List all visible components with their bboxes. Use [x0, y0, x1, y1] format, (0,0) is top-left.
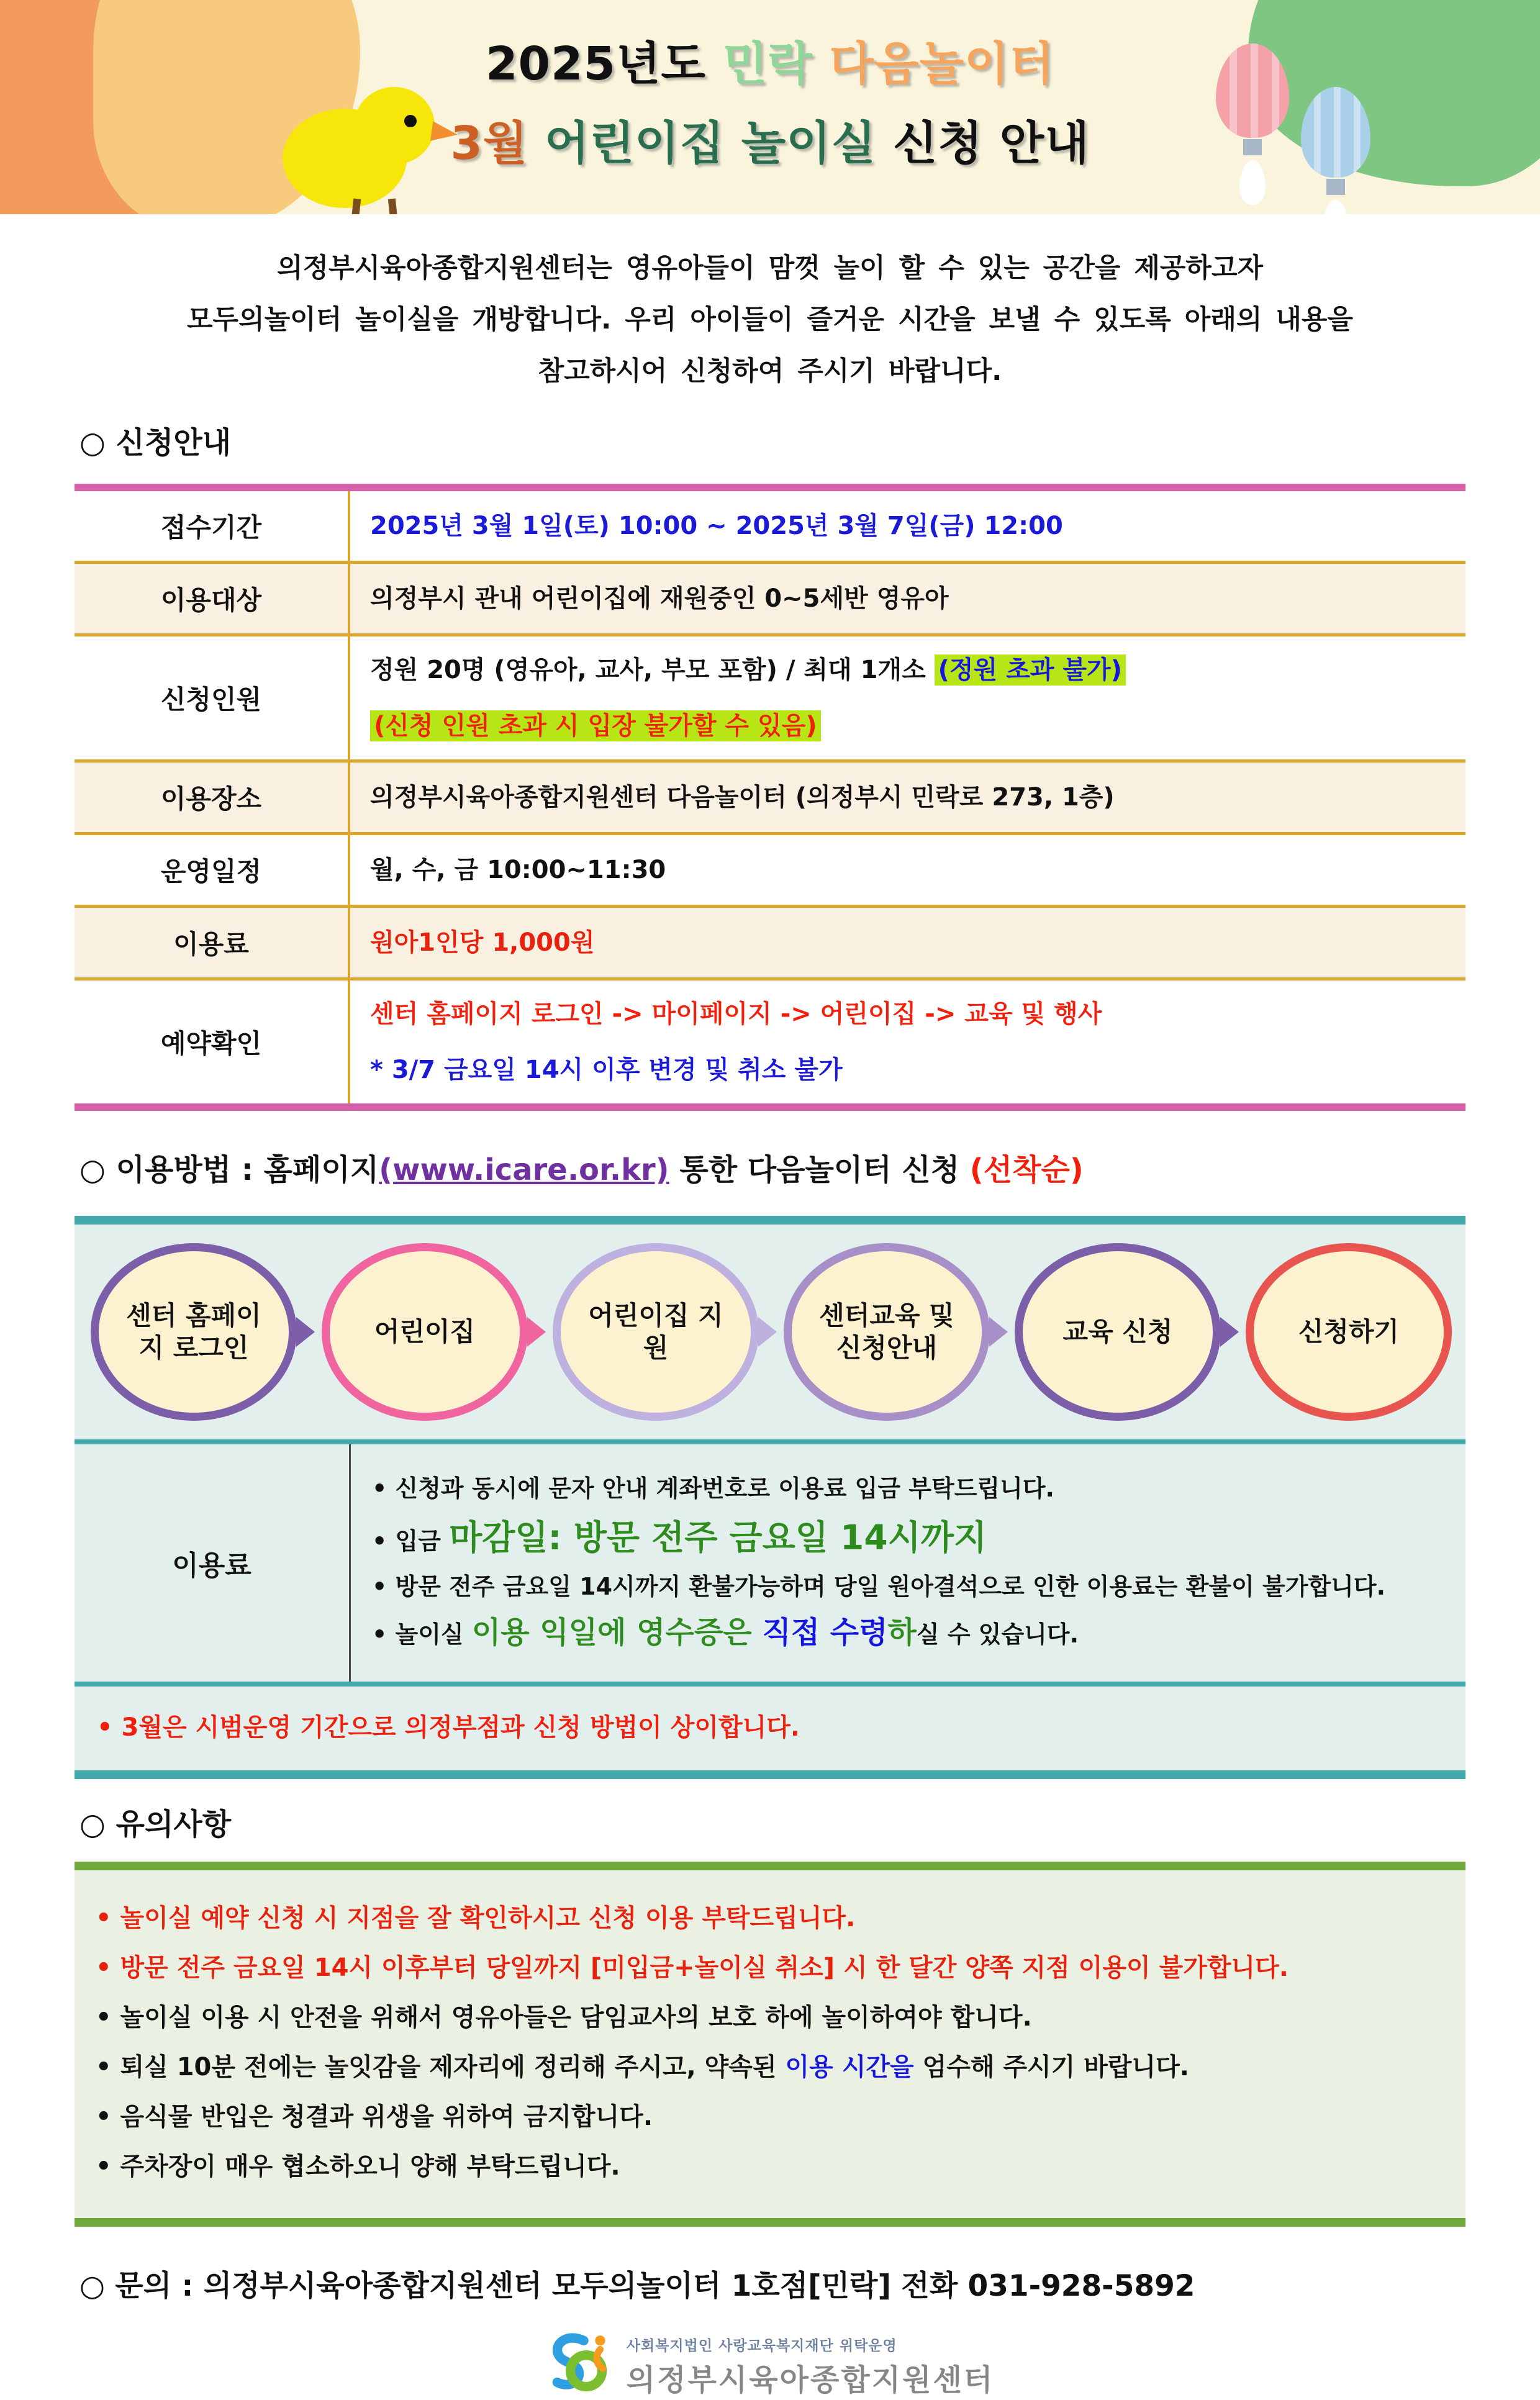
cleanup-time-highlight: 이용 시간을	[785, 2052, 914, 2081]
title-month: 3월	[450, 117, 528, 170]
fee-detail-row	[75, 1444, 1465, 1682]
apply-info-table	[75, 484, 1465, 1111]
reservation-deadline: * 3/7 금요일 14시 이후 변경 및 취소 불가	[370, 1056, 843, 1084]
notice-box	[75, 1862, 1465, 2227]
fee-bullet-receipt	[372, 1613, 1453, 1653]
row-value	[349, 979, 1465, 1108]
fee-bullet-deposit: • 신청과 동시에 문자 안내 계좌번호로 이용료 입금 부탁드립니다.	[372, 1475, 1054, 1502]
application-flow-box	[75, 1216, 1465, 1779]
notice-bullet-check-branch: • 놀이실 예약 신청 시 지점을 잘 확인하시고 신청 이용 부탁드립니다.	[96, 1903, 856, 1932]
contact-line: ○ 문의 : 의정부시육아종합지원센터 모두의놀이터 1호점[민락] 전화 031-928-5892	[79, 2268, 1195, 2303]
row-label: 접수기간	[160, 512, 262, 543]
reservation-path: 센터 홈페이지 로그인 -> 마이페이지 -> 어린이집 -> 교육 및 행사	[370, 1000, 1102, 1028]
table-row-reception-period	[75, 487, 1465, 563]
flow-step-label: 어린이집	[374, 1316, 476, 1347]
fee-bullet-refund: • 방문 전주 금요일 14시까지 환불가능하며 당일 원아결석으로 인한 이용료는 환불이 불가합니다.	[372, 1572, 1386, 1600]
table-row-fee	[75, 907, 1465, 979]
flow-step-login	[91, 1243, 297, 1421]
receipt-suffix: 실 수 있습니다.	[916, 1620, 1079, 1648]
flow-step-label: 센터 홈페이지 로그인	[126, 1300, 261, 1363]
capacity-main: 정원 20명 (영유아, 교사, 부모 포함) / 최대 1개소	[370, 656, 935, 684]
intro-line3: 참고하시어 신청하여 주시기 바랍니다.	[538, 356, 1002, 387]
flow-steps	[75, 1225, 1465, 1439]
flow-step-label: 교육 신청	[1062, 1316, 1173, 1347]
title-target: 어린이집 놀이실	[545, 117, 877, 170]
first-come-badge: (선착순)	[969, 1152, 1084, 1187]
intro-paragraph	[0, 214, 1540, 397]
fee-bullet-deadline	[372, 1515, 1453, 1560]
fee-deadline-highlight: 마감일: 방문 전주 금요일 14시까지	[449, 1518, 987, 1558]
trial-period-note: • 3월은 시범운영 기간으로 의정부점과 신청 방법이 상이합니다.	[97, 1713, 800, 1742]
capacity-line1	[370, 653, 1453, 687]
row-value: 의정부시 관내 어린이집에 재원중인 0~5세반 영유아	[349, 563, 1465, 635]
table-row-location	[75, 761, 1465, 834]
receipt-blue: 직접 수령	[762, 1614, 888, 1650]
method-middle: 통한 다음놀이터 신청	[669, 1152, 970, 1187]
cleanup-prefix: • 퇴실 10분 전에는 놀잇감을 제자리에 정리해 주시고, 약속된	[96, 2052, 786, 2081]
notice-bullet-cleanup	[96, 2050, 1447, 2084]
flow-step-label: 어린이집 지원	[588, 1300, 723, 1363]
notice-bullet-no-food: • 음식물 반입은 청결과 위생을 위하여 금지합니다.	[96, 2102, 653, 2131]
capacity-highlight-entry-denied: (신청 인원 초과 시 입장 불가할 수 있음)	[370, 710, 821, 741]
table-row-reservation-check	[75, 979, 1465, 1108]
method-heading	[79, 1146, 1540, 1189]
title-branch: 민락	[722, 37, 813, 91]
table-row-schedule	[75, 834, 1465, 907]
flow-step-education-apply	[1015, 1243, 1221, 1421]
divider	[75, 1682, 1465, 1687]
notice-section-heading: ○ 유의사항	[79, 1806, 232, 1842]
flow-step-submit	[1246, 1243, 1452, 1421]
title-suffix: 신청 안내	[892, 117, 1090, 170]
capacity-line2	[370, 709, 1453, 743]
row-value: 의정부시육아종합지원센터 다음놀이터 (의정부시 민락로 273, 1층)	[349, 761, 1465, 834]
receipt-prefix: • 놀이실	[372, 1620, 472, 1648]
receipt-green1: 이용 익일에 영수증은	[471, 1614, 763, 1650]
header-banner	[0, 0, 1540, 214]
poster-title-line2	[0, 107, 1540, 173]
intro-line1: 의정부시육아종합지원센터는 영유아들이 맘껏 놀이 할 수 있는 공간을 제공하고자	[276, 253, 1264, 284]
cleanup-suffix: 엄수해 주시기 바랍니다.	[913, 2052, 1189, 2081]
footer-org-large: 의정부시육아종합지원센터	[626, 2362, 995, 2398]
center-logo-icon	[546, 2330, 618, 2400]
table-row-capacity	[75, 635, 1465, 761]
row-label: 예약확인	[75, 979, 349, 1108]
footer	[0, 2330, 1540, 2400]
title-place: 다음놀이터	[829, 37, 1054, 91]
flow-step-center-education	[784, 1243, 990, 1421]
poster-title-line1	[0, 27, 1540, 93]
apply-section-heading: ○ 신청안내	[79, 425, 232, 460]
flow-step-label: 센터교육 및 신청안내	[819, 1300, 954, 1363]
footer-org-small: 사회복지법인 사랑교육복지재단 위탁운영	[626, 2337, 897, 2354]
row-label: 이용대상	[75, 563, 349, 635]
title-year: 2025년도	[486, 37, 706, 91]
row-label: 이용료	[75, 907, 349, 979]
flow-step-childcare-support	[553, 1243, 759, 1421]
footer-org-text	[627, 2330, 994, 2399]
flow-step-label: 신청하기	[1298, 1316, 1400, 1347]
fee-details	[351, 1444, 1465, 1682]
row-value: 원아1인당 1,000원	[349, 907, 1465, 979]
row-label: 이용장소	[75, 761, 349, 834]
fee-label: 이용료	[75, 1444, 351, 1682]
row-value: 2025년 3월 1일(토) 10:00 ~ 2025년 3월 7일(금) 12:00	[349, 487, 1465, 563]
table-row-eligible-users	[75, 563, 1465, 635]
row-label: 신청인원	[75, 635, 349, 761]
notice-bullet-safety: • 놀이실 이용 시 안전을 위해서 영유아들은 담임교사의 보호 하에 놀이하여야 합니다.	[96, 2003, 1032, 2032]
receipt-green2: 하	[887, 1614, 917, 1650]
row-value: 월, 수, 금 10:00~11:30	[349, 834, 1465, 907]
homepage-link[interactable]: (www.icare.or.kr)	[379, 1152, 669, 1187]
fee-deadline-prefix: • 입금	[372, 1528, 450, 1555]
intro-line2: 모두의놀이터 놀이실을 개방합니다. 우리 아이들이 즐거운 시간을 보낼 수 있도록 아래의 내용을	[187, 304, 1353, 335]
notice-bullet-parking: • 주차장이 매우 협소하오니 양해 부탁드립니다.	[96, 2152, 620, 2181]
divider	[75, 1439, 1465, 1444]
row-value	[349, 635, 1465, 761]
capacity-highlight-no-excess: (정원 초과 불가)	[935, 654, 1126, 686]
method-prefix: ○ 이용방법 : 홈페이지	[79, 1152, 379, 1187]
row-label: 운영일정	[75, 834, 349, 907]
notice-bullet-penalty: • 방문 전주 금요일 14시 이후부터 당일까지 [미입금+놀이실 취소] 시 한 달간 양쪽 지점 이용이 불가합니다.	[96, 1953, 1289, 1982]
flow-step-childcare	[322, 1243, 528, 1421]
